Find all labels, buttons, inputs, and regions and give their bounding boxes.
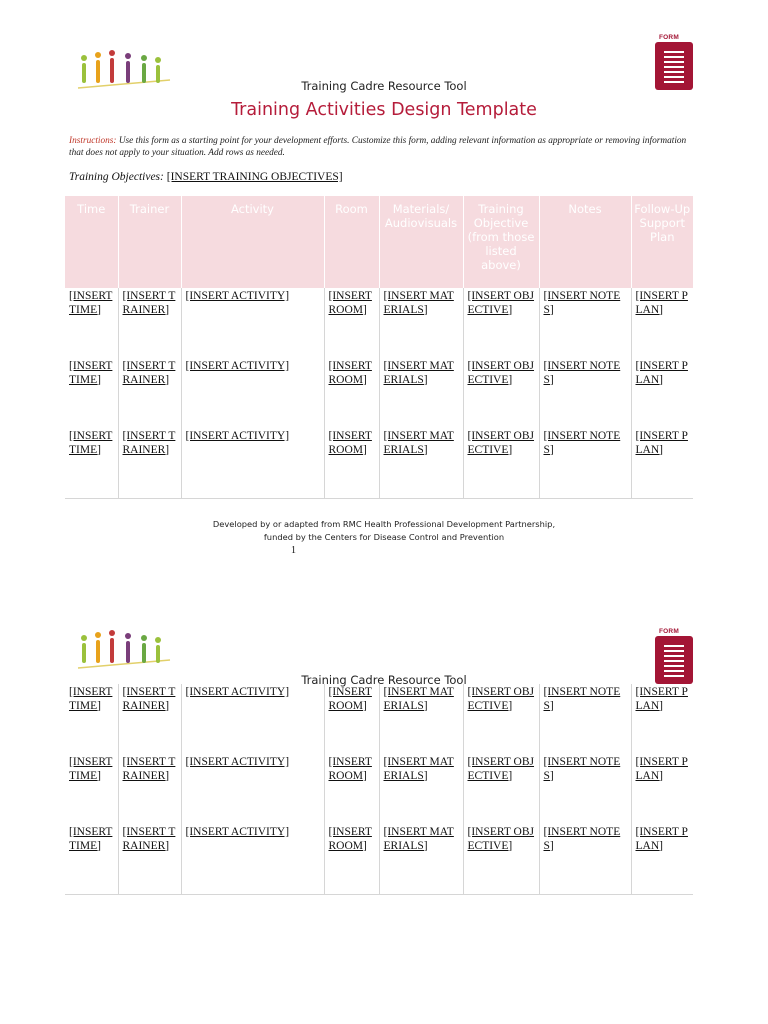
activity-cell[interactable]: [INSERT ACTIVITY] bbox=[185, 430, 290, 442]
plan-cell[interactable]: [INSERT PLAN] bbox=[635, 826, 688, 852]
tool-title: Training Cadre Resource Tool bbox=[301, 673, 467, 687]
objective-cell[interactable]: [INSERT OBJECTIVE] bbox=[467, 826, 535, 852]
room-cell[interactable]: [INSERT ROOM] bbox=[328, 360, 372, 386]
notes-cell[interactable]: [INSERT NOTES] bbox=[543, 360, 621, 386]
plan-cell[interactable]: [INSERT PLAN] bbox=[635, 756, 688, 782]
notes-cell[interactable]: [INSERT NOTES] bbox=[543, 290, 621, 316]
objectives-field[interactable]: [INSERT TRAINING OBJECTIVES] bbox=[166, 171, 343, 183]
activity-cell[interactable]: [INSERT ACTIVITY] bbox=[185, 686, 290, 698]
column-header-plan: Follow-Up Support Plan bbox=[631, 196, 693, 288]
page-2 bbox=[0, 590, 768, 1024]
trainer-cell[interactable]: [INSERT TRAINER] bbox=[122, 686, 176, 712]
time-cell[interactable]: [INSERT TIME] bbox=[69, 686, 113, 712]
table-row bbox=[65, 824, 693, 894]
notes-cell[interactable]: [INSERT NOTES] bbox=[543, 686, 621, 712]
column-header-activity: Activity bbox=[181, 196, 324, 288]
column-header-time: Time bbox=[65, 196, 118, 288]
time-cell[interactable]: [INSERT TIME] bbox=[69, 430, 113, 456]
table-row bbox=[65, 288, 693, 358]
time-cell[interactable]: [INSERT TIME] bbox=[69, 360, 113, 386]
instructions-text: Use this form as a starting point for your development efforts. Customize this form, adding relevant information as appropriate or removing information that does not apply to your situation. Add rows as needed. bbox=[69, 136, 687, 158]
materials-cell[interactable]: [INSERT MATERIALS] bbox=[383, 360, 454, 386]
table-row bbox=[65, 428, 693, 498]
plan-cell[interactable]: [INSERT PLAN] bbox=[635, 430, 688, 456]
room-cell[interactable]: [INSERT ROOM] bbox=[328, 430, 372, 456]
room-cell[interactable]: [INSERT ROOM] bbox=[328, 826, 372, 852]
time-cell[interactable]: [INSERT TIME] bbox=[69, 826, 113, 852]
objective-cell[interactable]: [INSERT OBJECTIVE] bbox=[467, 430, 535, 456]
objective-cell[interactable]: [INSERT OBJECTIVE] bbox=[467, 290, 535, 316]
trainer-cell[interactable]: [INSERT TRAINER] bbox=[122, 290, 176, 316]
trainer-cell[interactable]: [INSERT TRAINER] bbox=[122, 756, 176, 782]
column-header-objective: Training Objective (from those listed above) bbox=[463, 196, 539, 288]
training-objectives bbox=[69, 171, 343, 183]
activity-cell[interactable]: [INSERT ACTIVITY] bbox=[185, 826, 290, 838]
form-label: FORM bbox=[659, 628, 679, 635]
notes-cell[interactable]: [INSERT NOTES] bbox=[543, 826, 621, 852]
activities-table-continued bbox=[65, 684, 693, 895]
plan-cell[interactable]: [INSERT PLAN] bbox=[635, 290, 688, 316]
table-row bbox=[65, 358, 693, 428]
column-header-notes: Notes bbox=[539, 196, 631, 288]
instructions-label: Instructions: bbox=[69, 136, 117, 146]
table-row bbox=[65, 684, 693, 754]
time-cell[interactable]: [INSERT TIME] bbox=[69, 756, 113, 782]
column-header-materials: Materials/ Audiovisuals bbox=[379, 196, 463, 288]
materials-cell[interactable]: [INSERT MATERIALS] bbox=[383, 756, 454, 782]
room-cell[interactable]: [INSERT ROOM] bbox=[328, 686, 372, 712]
document-title: Training Activities Design Template bbox=[231, 100, 537, 120]
objective-cell[interactable]: [INSERT OBJECTIVE] bbox=[467, 360, 535, 386]
materials-cell[interactable]: [INSERT MATERIALS] bbox=[383, 290, 454, 316]
people-logo-icon bbox=[76, 630, 172, 670]
activity-cell[interactable]: [INSERT ACTIVITY] bbox=[185, 290, 290, 302]
form-label: FORM bbox=[659, 34, 679, 41]
table-row bbox=[65, 754, 693, 824]
page-footer bbox=[0, 518, 768, 544]
footer-line-1: Developed by or adapted from RMC Health Professional Development Partnership, bbox=[212, 519, 556, 529]
instructions bbox=[69, 135, 699, 159]
objective-cell[interactable]: [INSERT OBJECTIVE] bbox=[467, 756, 535, 782]
objective-cell[interactable]: [INSERT OBJECTIVE] bbox=[467, 686, 535, 712]
column-header-trainer: Trainer bbox=[118, 196, 181, 288]
activities-table bbox=[65, 196, 693, 499]
page-number: 1 bbox=[291, 545, 296, 556]
objectives-label: Training Objectives: bbox=[69, 171, 164, 183]
tool-title: Training Cadre Resource Tool bbox=[301, 79, 467, 93]
trainer-cell[interactable]: [INSERT TRAINER] bbox=[122, 826, 176, 852]
footer-line-2: funded by the Centers for Disease Control and Prevention bbox=[263, 532, 505, 542]
plan-cell[interactable]: [INSERT PLAN] bbox=[635, 686, 688, 712]
materials-cell[interactable]: [INSERT MATERIALS] bbox=[383, 826, 454, 852]
notes-cell[interactable]: [INSERT NOTES] bbox=[543, 756, 621, 782]
trainer-cell[interactable]: [INSERT TRAINER] bbox=[122, 430, 176, 456]
materials-cell[interactable]: [INSERT MATERIALS] bbox=[383, 686, 454, 712]
table-header-row bbox=[65, 196, 693, 288]
room-cell[interactable]: [INSERT ROOM] bbox=[328, 756, 372, 782]
materials-cell[interactable]: [INSERT MATERIALS] bbox=[383, 430, 454, 456]
time-cell[interactable]: [INSERT TIME] bbox=[69, 290, 113, 316]
plan-cell[interactable]: [INSERT PLAN] bbox=[635, 360, 688, 386]
notes-cell[interactable]: [INSERT NOTES] bbox=[543, 430, 621, 456]
activity-cell[interactable]: [INSERT ACTIVITY] bbox=[185, 360, 290, 372]
trainer-cell[interactable]: [INSERT TRAINER] bbox=[122, 360, 176, 386]
room-cell[interactable]: [INSERT ROOM] bbox=[328, 290, 372, 316]
column-header-room: Room bbox=[324, 196, 379, 288]
activity-cell[interactable]: [INSERT ACTIVITY] bbox=[185, 756, 290, 768]
